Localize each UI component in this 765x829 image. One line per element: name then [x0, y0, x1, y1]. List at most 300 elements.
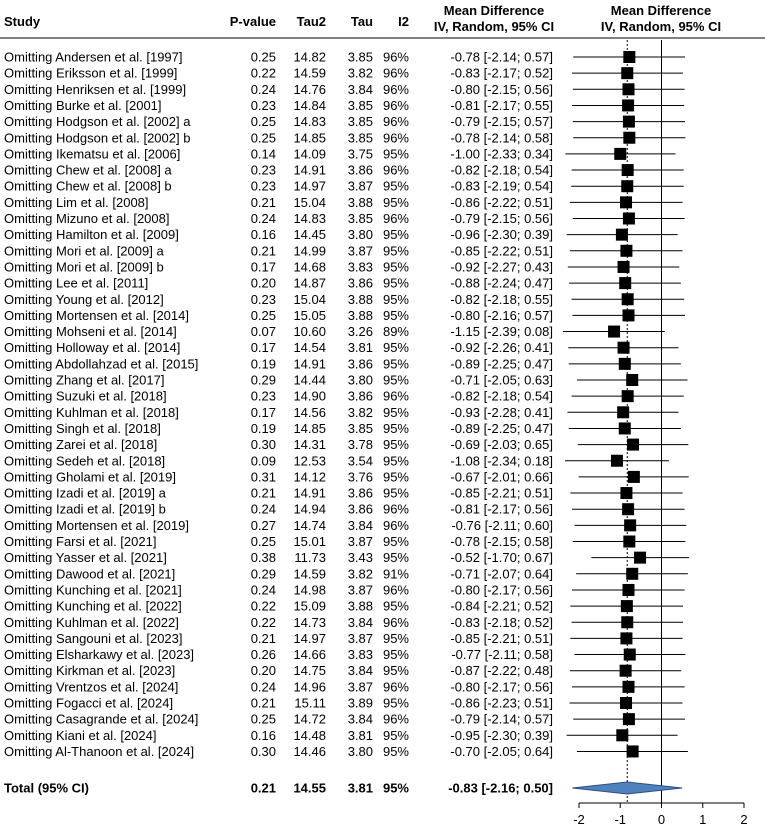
point-square [626, 568, 638, 580]
ci-cell: -0.80 [-2.16; 0.57] [450, 307, 553, 323]
pvalue-cell: 0.25 [250, 130, 276, 146]
i2-cell: 95% [382, 647, 409, 663]
ci-cell: -0.83 [-2.18; 0.52] [450, 614, 553, 630]
i2-cell: 95% [382, 420, 409, 436]
study-label: Omitting Kuhlman et al. [2022] [4, 614, 179, 630]
ci-cell: -0.81 [-2.17; 0.55] [450, 97, 553, 113]
tau2-cell: 14.99 [293, 243, 326, 259]
pvalue-cell: 0.21 [250, 695, 276, 711]
study-label: Omitting Mortensen et al. [2014] [4, 307, 189, 323]
tau-cell: 3.87 [347, 679, 373, 695]
tau2-cell: 14.73 [293, 614, 326, 630]
pvalue-cell: 0.21 [250, 194, 276, 210]
tau2-cell: 14.87 [293, 275, 326, 291]
point-square [634, 552, 646, 564]
point-square [618, 261, 630, 273]
i2-cell: 95% [382, 178, 409, 194]
study-label: Omitting Mizuno et al. [2008] [4, 211, 170, 226]
total-diamond [572, 782, 682, 794]
ci-cell: -0.81 [-2.17; 0.56] [450, 501, 553, 517]
ci-cell: -0.79 [-2.15; 0.57] [450, 114, 553, 130]
point-square [621, 180, 633, 192]
point-square [616, 229, 628, 241]
point-square [619, 277, 631, 289]
tau2-cell: 14.46 [293, 743, 326, 759]
point-square [614, 148, 626, 160]
total-tau2: 14.55 [293, 780, 326, 796]
point-square [619, 358, 631, 370]
pvalue-cell: 0.22 [250, 614, 276, 630]
total-tau: 3.81 [347, 780, 373, 796]
tau-cell: 3.84 [347, 81, 373, 97]
tau-cell: 3.82 [347, 65, 373, 81]
total-ci: -0.83 [-2.16; 0.50] [448, 780, 553, 796]
study-label: Omitting Dawood et al. [2021] [4, 566, 176, 582]
tau2-cell: 14.45 [293, 227, 326, 243]
tau2-cell: 14.59 [293, 65, 326, 81]
tau-cell: 3.88 [347, 194, 373, 210]
ci-cell: -0.79 [-2.15; 0.56] [450, 211, 553, 226]
ci-cell: -0.67 [-2.01; 0.66] [450, 469, 553, 485]
ci-cell: -0.52 [-1.70; 0.67] [450, 550, 553, 566]
x-tick-label: 2 [740, 812, 748, 827]
tau-cell: 3.83 [347, 647, 373, 663]
pvalue-cell: 0.17 [250, 404, 276, 420]
i2-cell: 96% [382, 97, 409, 113]
x-tick-label: 1 [699, 812, 707, 827]
i2-cell: 96% [382, 711, 409, 727]
study-label: Omitting Burke et al. [2001] [4, 97, 162, 113]
tau2-cell: 14.91 [293, 485, 326, 501]
point-square [616, 729, 628, 741]
tau-cell: 3.86 [347, 388, 373, 404]
pvalue-cell: 0.23 [250, 162, 276, 178]
study-label: Omitting Kirkman et al. [2023] [4, 663, 176, 679]
study-label: Omitting Sedeh et al. [2018] [4, 453, 166, 469]
point-square [624, 519, 636, 531]
tau-cell: 3.85 [347, 420, 373, 436]
ci-cell: -1.00 [-2.33; 0.34] [450, 146, 553, 162]
header-study: Study [4, 14, 41, 29]
tau-cell: 3.86 [347, 501, 373, 517]
i2-cell: 95% [382, 356, 409, 372]
tau-cell: 3.84 [347, 517, 373, 533]
point-square [621, 600, 633, 612]
study-label: Omitting Elsharkawy et al. [2023] [4, 647, 195, 663]
ci-cell: -0.79 [-2.14; 0.57] [450, 711, 553, 727]
pvalue-cell: 0.22 [250, 65, 276, 81]
ci-cell: -0.77 [-2.11; 0.58] [451, 647, 553, 663]
tau-cell: 3.89 [347, 695, 373, 711]
study-label: Omitting Sangouni et al. [2023] [4, 630, 183, 646]
pvalue-cell: 0.07 [250, 324, 276, 340]
tau-cell: 3.85 [347, 49, 373, 65]
point-square [623, 132, 635, 144]
tau2-cell: 14.97 [293, 178, 326, 194]
point-square [620, 632, 632, 644]
tau-cell: 3.87 [347, 178, 373, 194]
pvalue-cell: 0.21 [250, 485, 276, 501]
pvalue-cell: 0.24 [250, 501, 276, 517]
header-tau: Tau [350, 14, 373, 29]
point-square [620, 665, 632, 677]
tau-cell: 3.82 [347, 566, 373, 582]
study-label: Omitting Gholami et al. [2019] [4, 469, 176, 485]
study-label: Omitting Yasser et al. [2021] [4, 550, 167, 566]
point-square [620, 245, 632, 257]
tau-cell: 3.81 [347, 340, 373, 356]
x-tick-label: -2 [573, 812, 585, 827]
study-label: Omitting Kuhlman et al. [2018] [4, 404, 179, 420]
i2-cell: 95% [382, 727, 409, 743]
x-tick-label: -1 [614, 812, 627, 827]
pvalue-cell: 0.30 [250, 437, 276, 453]
tau-cell: 3.86 [347, 356, 373, 372]
ci-cell: -0.71 [-2.05; 0.63] [450, 372, 553, 388]
i2-cell: 95% [382, 743, 409, 759]
study-label: Omitting Andersen et al. [1997] [4, 49, 183, 65]
tau-cell: 3.54 [347, 453, 373, 469]
pvalue-cell: 0.24 [250, 81, 276, 97]
tau-cell: 3.87 [347, 534, 373, 549]
study-label: Omitting Izadi et al. [2019] a [4, 485, 166, 501]
pvalue-cell: 0.30 [250, 743, 276, 759]
tau2-cell: 15.01 [293, 534, 326, 549]
tau2-cell: 14.85 [293, 420, 326, 436]
pvalue-cell: 0.09 [250, 453, 276, 469]
i2-cell: 95% [382, 534, 409, 549]
tau2-cell: 14.91 [293, 162, 326, 178]
point-square [619, 422, 631, 434]
ci-cell: -0.71 [-2.07; 0.64] [450, 566, 553, 582]
ci-cell: -0.84 [-2.21; 0.52] [450, 598, 553, 614]
pvalue-cell: 0.21 [250, 630, 276, 646]
tau2-cell: 15.05 [293, 307, 326, 323]
tau-cell: 3.80 [347, 743, 373, 759]
tau2-cell: 14.94 [293, 501, 326, 517]
point-square [608, 326, 620, 338]
study-label: Omitting Casagrande et al. [2024] [4, 711, 199, 727]
i2-cell: 95% [382, 469, 409, 485]
study-label: Omitting Chew et al. [2008] b [4, 178, 172, 194]
tau2-cell: 14.44 [293, 372, 326, 388]
tau-cell: 3.80 [347, 372, 373, 388]
pvalue-cell: 0.23 [250, 388, 276, 404]
ci-cell: -0.82 [-2.18; 0.55] [450, 291, 553, 307]
i2-cell: 89% [382, 324, 409, 340]
tau2-cell: 10.60 [293, 324, 326, 340]
tau2-cell: 14.76 [293, 81, 326, 97]
ci-cell: -0.80 [-2.15; 0.56] [450, 81, 553, 97]
point-square [626, 374, 638, 386]
pvalue-cell: 0.25 [250, 307, 276, 323]
ci-cell: -0.88 [-2.24; 0.47] [450, 275, 553, 291]
tau-cell: 3.87 [347, 582, 373, 598]
tau-cell: 3.82 [347, 404, 373, 420]
point-square [623, 536, 635, 548]
study-label: Omitting Abdollahzad et al. [2015] [4, 356, 199, 372]
point-square [623, 116, 635, 128]
point-square [621, 67, 633, 79]
tau2-cell: 14.98 [293, 582, 326, 598]
study-label: Omitting Mortensen et al. [2019] [4, 517, 189, 533]
point-square [627, 439, 639, 451]
header-md-line2: IV, Random, 95% CI [433, 19, 555, 34]
i2-cell: 96% [382, 679, 409, 695]
x-tick-label: 0 [657, 812, 666, 827]
ci-cell: -0.82 [-2.18; 0.54] [450, 388, 553, 404]
tau2-cell: 14.90 [293, 388, 326, 404]
total-i2: 95% [382, 780, 409, 796]
pvalue-cell: 0.22 [250, 598, 276, 614]
tau2-cell: 15.11 [294, 695, 326, 711]
point-square [620, 697, 632, 709]
ci-cell: -0.70 [-2.05; 0.64] [450, 743, 553, 759]
i2-cell: 96% [382, 517, 409, 533]
tau2-cell: 14.91 [293, 356, 326, 372]
i2-cell: 96% [382, 211, 409, 226]
point-square [620, 196, 632, 208]
i2-cell: 96% [382, 162, 409, 178]
i2-cell: 95% [382, 453, 409, 469]
header-tau2: Tau2 [296, 14, 326, 29]
point-square [622, 293, 634, 305]
pvalue-cell: 0.19 [250, 356, 276, 372]
tau-cell: 3.88 [347, 307, 373, 323]
pvalue-cell: 0.17 [250, 259, 276, 275]
tau2-cell: 11.73 [294, 550, 326, 566]
tau2-cell: 14.96 [293, 679, 326, 695]
study-label: Omitting Ikematsu et al. [2006] [4, 146, 181, 162]
study-label: Omitting Hodgson et al. [2002] b [4, 130, 191, 146]
pvalue-cell: 0.25 [250, 114, 276, 130]
i2-cell: 96% [382, 582, 409, 598]
header-plot-line2: IV, Random, 95% CI [600, 19, 722, 34]
i2-cell: 95% [382, 372, 409, 388]
study-label: Omitting Eriksson et al. [1999] [4, 65, 178, 81]
i2-cell: 95% [382, 243, 409, 259]
tau-cell: 3.84 [347, 711, 373, 727]
ci-cell: -0.96 [-2.30; 0.39] [450, 227, 553, 243]
study-label: Omitting Holloway et al. [2014] [4, 340, 181, 356]
point-square [618, 342, 630, 354]
i2-cell: 95% [382, 194, 409, 210]
ci-cell: -0.93 [-2.28; 0.41] [450, 404, 553, 420]
tau-cell: 3.78 [347, 437, 373, 453]
header [4, 3, 721, 34]
ci-cell: -0.85 [-2.22; 0.51] [450, 243, 553, 259]
study-label: Omitting Mohseni et al. [2014] [4, 324, 177, 340]
tau2-cell: 15.04 [293, 194, 326, 210]
i2-cell: 96% [382, 130, 409, 146]
i2-cell: 95% [382, 630, 409, 646]
tau2-cell: 14.48 [293, 727, 326, 743]
ci-cell: -0.95 [-2.30; 0.39] [450, 727, 553, 743]
study-label: Omitting Lee et al. [2011] [4, 275, 149, 291]
i2-cell: 96% [382, 501, 409, 517]
ci-cell: -0.86 [-2.23; 0.51] [450, 695, 553, 711]
tau-cell: 3.88 [347, 291, 373, 307]
tau-cell: 3.84 [347, 614, 373, 630]
pvalue-cell: 0.23 [250, 291, 276, 307]
header-plot-line1: Mean Difference [610, 3, 712, 18]
pvalue-cell: 0.29 [250, 372, 276, 388]
point-square [622, 503, 634, 515]
point-square [623, 213, 635, 225]
point-square [611, 455, 623, 467]
tau2-cell: 14.83 [293, 114, 326, 130]
i2-cell: 91% [382, 566, 409, 582]
pvalue-cell: 0.29 [250, 566, 276, 582]
study-label: Omitting Vrentzos et al. [2024] [4, 679, 179, 695]
tau-cell: 3.87 [347, 630, 373, 646]
pvalue-cell: 0.14 [250, 146, 276, 162]
study-label: Omitting Chew et al. [2008] a [4, 162, 172, 178]
point-square [617, 406, 629, 418]
pvalue-cell: 0.20 [250, 275, 276, 291]
point-square [622, 99, 634, 111]
ci-cell: -0.78 [-2.14; 0.58] [450, 130, 553, 146]
i2-cell: 95% [382, 291, 409, 307]
point-square [623, 713, 635, 725]
tau-cell: 3.75 [347, 146, 373, 162]
tau2-cell: 14.85 [293, 130, 326, 146]
ci-cell: -0.92 [-2.27; 0.43] [450, 259, 553, 275]
ci-cell: -0.87 [-2.22; 0.48] [450, 663, 553, 679]
pvalue-cell: 0.24 [250, 679, 276, 695]
tau-cell: 3.26 [347, 324, 373, 340]
header-i2: I2 [398, 14, 409, 29]
tau2-cell: 14.68 [293, 259, 326, 275]
ci-cell: -0.69 [-2.03; 0.65] [450, 437, 553, 453]
tau-cell: 3.86 [347, 485, 373, 501]
i2-cell: 96% [382, 114, 409, 130]
tau2-cell: 14.09 [293, 146, 326, 162]
point-square [623, 83, 635, 95]
ci-cell: -0.80 [-2.17; 0.56] [450, 679, 553, 695]
study-label: Omitting Mori et al. [2009] a [4, 243, 164, 259]
i2-cell: 95% [382, 550, 409, 566]
tau-cell: 3.81 [347, 727, 373, 743]
pvalue-cell: 0.31 [250, 469, 276, 485]
ci-cell: -0.78 [-2.14; 0.57] [450, 49, 553, 65]
pvalue-cell: 0.27 [250, 517, 276, 533]
tau2-cell: 15.04 [293, 291, 326, 307]
pvalue-cell: 0.25 [250, 534, 276, 549]
study-label: Omitting Al-Thanoon et al. [2024] [4, 743, 195, 759]
i2-cell: 95% [382, 227, 409, 243]
ci-cell: -1.15 [-2.39; 0.08] [450, 324, 553, 340]
study-label: Omitting Kiani et al. [2024] [4, 727, 157, 743]
tau2-cell: 14.74 [293, 517, 326, 533]
tau-cell: 3.84 [347, 663, 373, 679]
tau2-cell: 14.83 [293, 211, 326, 226]
study-label: Omitting Kunching et al. [2021] [4, 582, 182, 598]
i2-cell: 96% [382, 388, 409, 404]
study-label: Omitting Zhang et al. [2017] [4, 372, 165, 388]
tau-cell: 3.86 [347, 162, 373, 178]
study-label: Omitting Zarei et al. [2018] [4, 437, 158, 453]
ci-cell: -0.85 [-2.21; 0.51] [450, 630, 553, 646]
ci-cell: -0.78 [-2.15; 0.58] [450, 534, 553, 549]
i2-cell: 95% [382, 437, 409, 453]
study-label: Omitting Fogacci et al. [2024] [4, 695, 174, 711]
tau2-cell: 14.66 [293, 647, 326, 663]
i2-cell: 96% [382, 65, 409, 81]
pvalue-cell: 0.21 [250, 243, 276, 259]
i2-cell: 95% [382, 259, 409, 275]
tau2-cell: 14.72 [293, 711, 326, 727]
pvalue-cell: 0.38 [250, 550, 276, 566]
tau2-cell: 12.53 [293, 453, 326, 469]
point-square [623, 584, 635, 596]
study-label: Omitting Singh et al. [2018] [4, 420, 161, 436]
tau-cell: 3.86 [347, 275, 373, 291]
pvalue-cell: 0.23 [250, 178, 276, 194]
pvalue-cell: 0.25 [250, 49, 276, 65]
tau-cell: 3.83 [347, 259, 373, 275]
i2-cell: 95% [382, 663, 409, 679]
tau2-cell: 14.82 [293, 49, 326, 65]
study-label: Omitting Hodgson et al. [2002] a [4, 114, 191, 130]
ci-cell: -0.89 [-2.25; 0.47] [450, 420, 553, 436]
pvalue-cell: 0.25 [250, 711, 276, 727]
i2-cell: 96% [382, 81, 409, 97]
study-label: Omitting Izadi et al. [2019] b [4, 501, 166, 517]
point-square [622, 390, 634, 402]
point-square [620, 487, 632, 499]
study-label: Omitting Suzuki et al. [2018] [4, 388, 167, 404]
pvalue-cell: 0.24 [250, 582, 276, 598]
i2-cell: 95% [382, 598, 409, 614]
tau-cell: 3.80 [347, 227, 373, 243]
tau2-cell: 14.97 [293, 630, 326, 646]
ci-cell: -0.76 [-2.11; 0.60] [451, 517, 553, 533]
ci-cell: -0.83 [-2.17; 0.52] [450, 65, 553, 81]
point-square [622, 164, 634, 176]
study-label: Omitting Young et al. [2012] [4, 291, 164, 307]
pvalue-cell: 0.17 [250, 340, 276, 356]
point-square [623, 309, 635, 321]
study-label: Omitting Mori et al. [2009] b [4, 259, 164, 275]
tau-cell: 3.87 [347, 243, 373, 259]
point-square [623, 681, 635, 693]
header-md-line1: Mean Difference [443, 3, 545, 18]
pvalue-cell: 0.16 [250, 227, 276, 243]
i2-cell: 95% [382, 485, 409, 501]
tau2-cell: 14.54 [293, 340, 326, 356]
total-label: Total (95% CI) [4, 780, 89, 796]
i2-cell: 96% [382, 49, 409, 65]
pvalue-cell: 0.24 [250, 211, 276, 226]
point-square [621, 616, 633, 628]
ci-cell: -0.80 [-2.17; 0.56] [450, 582, 553, 598]
ci-cell: -0.89 [-2.25; 0.47] [450, 356, 553, 372]
pvalue-cell: 0.23 [250, 97, 276, 113]
tau2-cell: 14.84 [293, 97, 326, 113]
ci-cell: -0.82 [-2.18; 0.54] [450, 162, 553, 178]
i2-cell: 96% [382, 614, 409, 630]
pvalue-cell: 0.26 [250, 647, 276, 663]
i2-cell: 95% [382, 695, 409, 711]
tau2-cell: 14.75 [293, 663, 326, 679]
pvalue-cell: 0.19 [250, 420, 276, 436]
tau2-cell: 14.59 [293, 566, 326, 582]
study-label: Omitting Kunching et al. [2022] [4, 598, 182, 614]
ci-cell: -0.92 [-2.26; 0.41] [450, 340, 553, 356]
i2-cell: 95% [382, 146, 409, 162]
total-pvalue: 0.21 [250, 780, 276, 796]
